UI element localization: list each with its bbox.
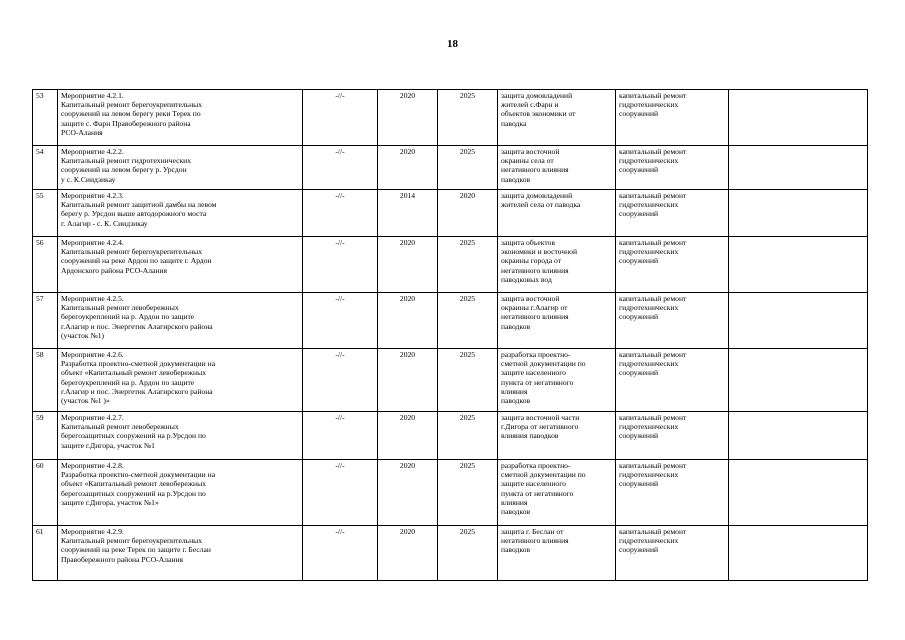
work-type-line: капитальный ремонт xyxy=(619,238,687,247)
event-description-line: Правобережного района РСО-Алания xyxy=(61,554,184,564)
event-description-line: берегоукреплений на р. Ардон по защите xyxy=(61,312,195,322)
responsible-executor: -//- xyxy=(303,190,378,237)
expected-result-line: жителей с.Фарн и xyxy=(501,100,559,110)
work-type xyxy=(616,90,729,146)
work-type-line: сооружений xyxy=(619,109,659,119)
row-number: 57 xyxy=(33,293,58,349)
event-description xyxy=(58,460,303,526)
work-type-line: капитальный ремонт xyxy=(619,413,687,422)
expected-result-line: объектов экономики от xyxy=(501,109,576,119)
event-description-line: сооружений на левом берегу р. Урсдон xyxy=(61,165,187,175)
expected-result-line: защита восточной части xyxy=(501,413,580,422)
event-description-line: Мероприятие 4.2.1. xyxy=(61,91,124,100)
event-description-line: объект «Капитальный ремонт левобережных xyxy=(61,479,207,489)
event-description-line: Капитальный ремонт гидротехнических xyxy=(61,156,191,166)
expected-result-line: паводков xyxy=(501,321,531,331)
extra-cell xyxy=(729,90,868,146)
end-year: 2025 xyxy=(438,412,498,460)
extra-cell xyxy=(729,293,868,349)
row-number: 59 xyxy=(33,412,58,460)
expected-result xyxy=(498,293,616,349)
extra-cell xyxy=(729,349,868,412)
expected-result-line: влияния паводков xyxy=(501,431,559,441)
expected-result-line: влияния xyxy=(501,386,528,396)
expected-result-line: сметной документации по xyxy=(501,359,586,369)
event-description-line: Мероприятие 4.2.4. xyxy=(61,238,124,247)
expected-result-line: защита домовладений xyxy=(501,91,573,100)
event-description-line: берегоукреплений на р. Ардон по защите xyxy=(61,377,195,387)
start-year: 2014 xyxy=(378,190,438,237)
work-type xyxy=(616,293,729,349)
event-description-line: берегозащитных сооружений на р.Урсдон по xyxy=(61,488,206,498)
page-number: 18 xyxy=(447,38,458,50)
event-description-line: берегозащитных сооружений на р.Урсдон по xyxy=(61,431,206,441)
end-year: 2025 xyxy=(438,460,498,526)
table-row xyxy=(33,349,868,412)
expected-result-line: защите населенного xyxy=(501,479,566,489)
end-year: 2025 xyxy=(438,90,498,146)
expected-result-line: паводка xyxy=(501,118,527,128)
responsible-executor: -//- xyxy=(303,349,378,412)
expected-result-line: паводков xyxy=(501,396,531,406)
work-type-line: гидротехнических xyxy=(619,303,679,313)
event-description-line: Мероприятие 4.2.3. xyxy=(61,191,124,200)
extra-cell xyxy=(729,526,868,581)
row-number: 53 xyxy=(33,90,58,146)
work-type-line: сооружений xyxy=(619,209,659,219)
event-description-line: объект «Капитальный ремонт левобережных xyxy=(61,368,207,378)
event-description-line: г. Алагир - с. К. Сиидзикау xyxy=(61,218,148,228)
work-type-line: сооружений xyxy=(619,479,659,489)
work-type-line: сооружений xyxy=(619,368,659,378)
expected-result-line: паводков xyxy=(501,507,531,517)
event-description xyxy=(58,293,303,349)
event-description xyxy=(58,412,303,460)
work-type xyxy=(616,190,729,237)
work-type xyxy=(616,349,729,412)
expected-result-line: пункта от негативного xyxy=(501,377,574,387)
expected-result-line: г.Дигора от негативного xyxy=(501,422,579,432)
event-description-line: Капитальный ремонт защитной дамбы на левом xyxy=(61,200,217,210)
responsible-executor: -//- xyxy=(303,526,378,581)
start-year: 2020 xyxy=(378,237,438,293)
start-year: 2020 xyxy=(378,412,438,460)
work-type-line: гидротехнических xyxy=(619,470,679,480)
event-description-line: сооружений на левом берегу реки Терек по xyxy=(61,109,201,119)
work-type-line: гидротехнических xyxy=(619,156,679,166)
expected-result xyxy=(498,460,616,526)
table-row xyxy=(33,460,868,526)
work-type-line: сооружений xyxy=(619,165,659,175)
work-type-line: капитальный ремонт xyxy=(619,461,687,470)
event-description-line: РСО-Алания xyxy=(61,127,103,137)
work-type-line: гидротехнических xyxy=(619,359,679,369)
expected-result-line: влияния xyxy=(501,497,528,507)
work-type-line: гидротехнических xyxy=(619,100,679,110)
responsible-executor: -//- xyxy=(303,460,378,526)
start-year: 2020 xyxy=(378,460,438,526)
expected-result-line: защита восточной xyxy=(501,294,560,303)
expected-result-line: разработка проектно- xyxy=(501,350,571,359)
expected-result-line: негативного влияния xyxy=(501,312,569,322)
expected-result-line: пункта от негативного xyxy=(501,488,574,498)
event-description-line: Разработка проектно-сметной документации на xyxy=(61,470,216,480)
extra-cell xyxy=(729,190,868,237)
event-description-line: сооружений на реке Терек по защите г. Беслан xyxy=(61,545,211,555)
end-year: 2025 xyxy=(438,146,498,190)
event-description xyxy=(58,349,303,412)
end-year: 2025 xyxy=(438,237,498,293)
event-description-line: (участок №1) xyxy=(61,330,105,340)
event-description xyxy=(58,526,303,581)
start-year: 2020 xyxy=(378,349,438,412)
table-row xyxy=(33,190,868,237)
start-year: 2020 xyxy=(378,90,438,146)
expected-result-line: негативного влияния xyxy=(501,265,569,275)
event-description-line: Капитальный ремонт левобережных xyxy=(61,303,179,313)
table-row xyxy=(33,90,868,146)
event-description-line: Мероприятие 4.2.6. xyxy=(61,350,124,359)
work-type-line: капитальный ремонт xyxy=(619,350,687,359)
expected-result xyxy=(498,90,616,146)
table-row xyxy=(33,412,868,460)
expected-result xyxy=(498,237,616,293)
event-description-line: защите с. Фарн Правобережного района xyxy=(61,118,191,128)
work-type-line: сооружений xyxy=(619,256,659,266)
event-description-line: защите г.Дигора, участок №1» xyxy=(61,497,159,507)
expected-result xyxy=(498,190,616,237)
extra-cell xyxy=(729,146,868,190)
expected-result-line: паводков xyxy=(501,174,531,184)
responsible-executor: -//- xyxy=(303,293,378,349)
expected-result-line: жителей села от паводка xyxy=(501,200,581,210)
row-number: 58 xyxy=(33,349,58,412)
end-year: 2025 xyxy=(438,293,498,349)
work-type-line: сооружений xyxy=(619,312,659,322)
responsible-executor: -//- xyxy=(303,237,378,293)
work-type-line: капитальный ремонт xyxy=(619,147,687,156)
end-year: 2020 xyxy=(438,190,498,237)
expected-result-line: паводков xyxy=(501,545,531,555)
expected-result xyxy=(498,146,616,190)
table-row xyxy=(33,237,868,293)
expected-result-line: окраины села от xyxy=(501,156,554,166)
event-description-line: Мероприятие 4.2.7. xyxy=(61,413,124,422)
responsible-executor: -//- xyxy=(303,90,378,146)
start-year: 2020 xyxy=(378,526,438,581)
event-description-line: Капитальный ремонт берегоукрепительных xyxy=(61,536,203,546)
row-number: 56 xyxy=(33,237,58,293)
work-type-line: капитальный ремонт xyxy=(619,527,687,536)
event-description xyxy=(58,237,303,293)
expected-result-line: сметной документации по xyxy=(501,470,586,480)
event-description-line: Капитальный ремонт берегоукрепительных xyxy=(61,100,203,110)
event-description xyxy=(58,90,303,146)
work-type-line: гидротехнических xyxy=(619,422,679,432)
responsible-executor: -//- xyxy=(303,412,378,460)
program-measures-table xyxy=(32,89,868,581)
work-type-line: капитальный ремонт xyxy=(619,191,687,200)
row-number: 61 xyxy=(33,526,58,581)
event-description-line: сооружений на реке Ардон по защите г. Ардон xyxy=(61,256,212,266)
expected-result-line: экономики и восточной xyxy=(501,247,578,257)
extra-cell xyxy=(729,412,868,460)
expected-result-line: защита г. Беслан от xyxy=(501,527,564,536)
event-description-line: у с. К.Сиидзикау xyxy=(61,174,116,184)
work-type-line: гидротехнических xyxy=(619,536,679,546)
work-type-line: капитальный ремонт xyxy=(619,91,687,100)
expected-result xyxy=(498,349,616,412)
event-description-line: Капитальный ремонт левобережных xyxy=(61,422,179,432)
expected-result-line: разработка проектно- xyxy=(501,461,571,470)
event-description-line: г.Алагир и пос. Энергетик Алагирского района xyxy=(61,386,213,396)
expected-result-line: негативного влияния xyxy=(501,165,569,175)
work-type xyxy=(616,412,729,460)
event-description-line: (участок №1 )» xyxy=(61,396,110,406)
expected-result-line: негативного влияния xyxy=(501,536,569,546)
expected-result-line: защите населенного xyxy=(501,368,566,378)
expected-result-line: окраины города от xyxy=(501,256,562,266)
table-row xyxy=(33,293,868,349)
event-description-line: Капитальный ремонт берегоукрепительных xyxy=(61,247,203,257)
table-row xyxy=(33,146,868,190)
event-description-line: Ардонского района РСО-Алания xyxy=(61,265,168,275)
work-type xyxy=(616,526,729,581)
start-year: 2020 xyxy=(378,293,438,349)
row-number: 54 xyxy=(33,146,58,190)
event-description-line: берегу р. Урсдон выше автодорожного моста xyxy=(61,209,207,219)
event-description xyxy=(58,190,303,237)
table-body xyxy=(33,90,868,581)
expected-result xyxy=(498,526,616,581)
event-description xyxy=(58,146,303,190)
work-type xyxy=(616,146,729,190)
event-description-line: Мероприятие 4.2.5. xyxy=(61,294,124,303)
table-row xyxy=(33,526,868,581)
work-type-line: гидротехнических xyxy=(619,200,679,210)
row-number: 60 xyxy=(33,460,58,526)
event-description-line: Мероприятие 4.2.2. xyxy=(61,147,124,156)
event-description-line: г.Алагир и пос. Энергетик Алагирского района xyxy=(61,321,213,331)
work-type xyxy=(616,237,729,293)
expected-result-line: окраины г.Алагир от xyxy=(501,303,568,313)
event-description-line: защите г.Дигора, участок №1 xyxy=(61,440,155,450)
end-year: 2025 xyxy=(438,526,498,581)
extra-cell xyxy=(729,237,868,293)
work-type-line: капитальный ремонт xyxy=(619,294,687,303)
expected-result xyxy=(498,412,616,460)
responsible-executor: -//- xyxy=(303,146,378,190)
end-year: 2025 xyxy=(438,349,498,412)
expected-result-line: паводковых вод xyxy=(501,274,552,284)
event-description-line: Мероприятие 4.2.8. xyxy=(61,461,124,470)
work-type-line: сооружений xyxy=(619,431,659,441)
work-type xyxy=(616,460,729,526)
row-number: 55 xyxy=(33,190,58,237)
work-type-line: сооружений xyxy=(619,545,659,555)
expected-result-line: защита домовладений xyxy=(501,191,573,200)
extra-cell xyxy=(729,460,868,526)
expected-result-line: защита объектов xyxy=(501,238,555,247)
start-year: 2020 xyxy=(378,146,438,190)
event-description-line: Разработка проектно-сметной документации на xyxy=(61,359,216,369)
expected-result-line: защита восточной xyxy=(501,147,560,156)
work-type-line: гидротехнических xyxy=(619,247,679,257)
event-description-line: Мероприятие 4.2.9. xyxy=(61,527,124,536)
